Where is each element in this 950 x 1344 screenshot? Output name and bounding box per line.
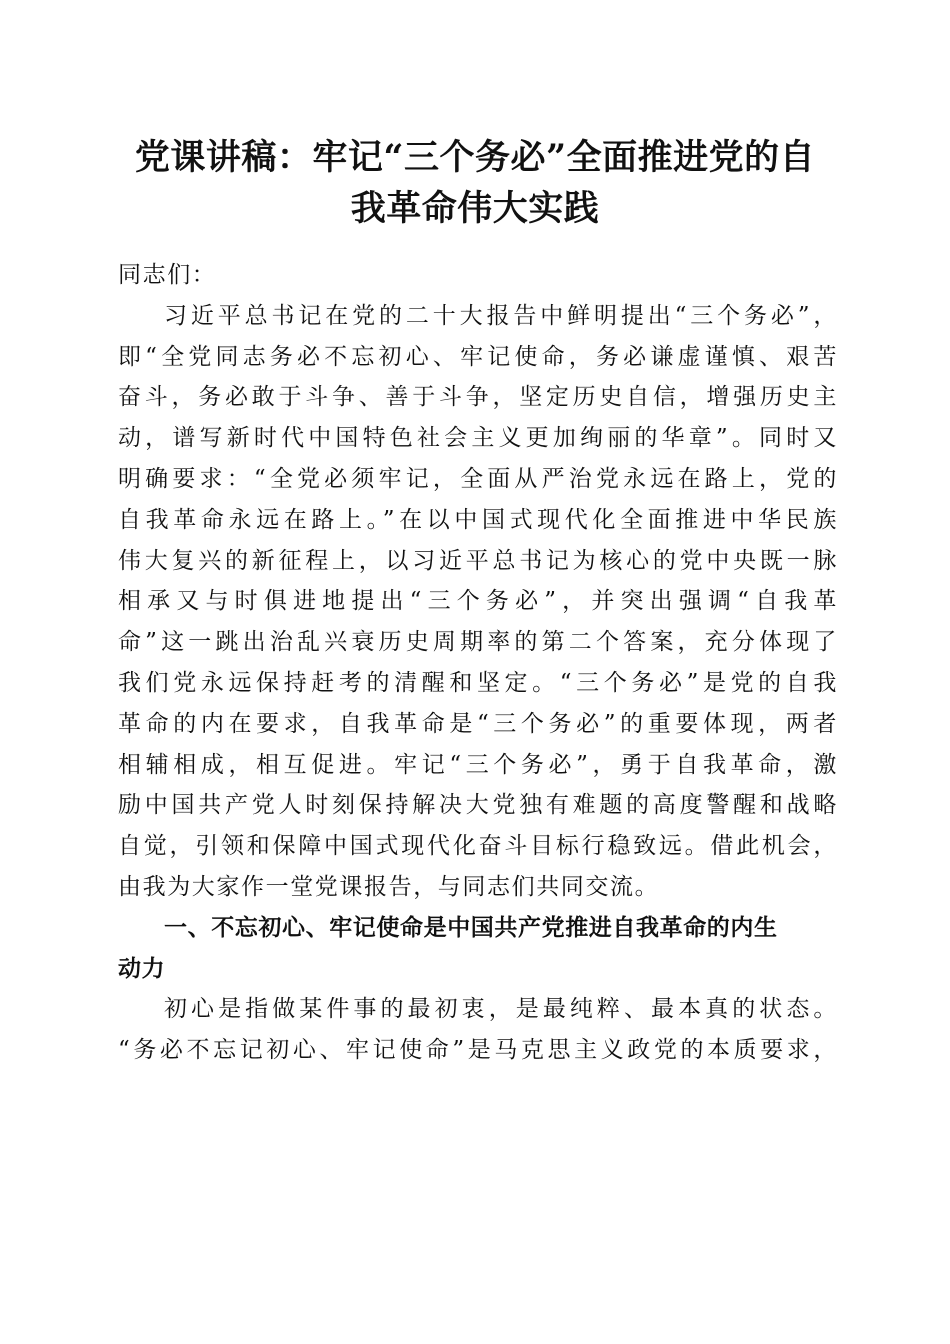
paragraph-intro xyxy=(118,296,838,908)
paragraph-line: 我们党永远保持赶考的清醒和坚定。“三个务必”是党的自我 xyxy=(118,669,838,696)
paragraph-line: 自我革命永远在路上。”在以中国式现代化全面推进中华民族 xyxy=(118,506,838,533)
document-title xyxy=(100,132,850,234)
paragraph-line: 相承又与时俱进地提出“三个务必”，并突出强调“自我革 xyxy=(118,588,838,615)
heading-line: 动力 xyxy=(118,955,166,982)
heading-line: 一、不忘初心、牢记使命是中国共产党推进自我革命的内生 xyxy=(164,914,778,941)
paragraph-section-1 xyxy=(118,989,838,1071)
paragraph-line: 由我为大家作一堂党课报告，与同志们共同交流。 xyxy=(118,873,660,900)
paragraph-line: 命”这一跳出治乱兴衰历史周期率的第二个答案，充分体现了 xyxy=(118,629,838,656)
paragraph-line: 奋斗，务必敢于斗争、善于斗争，坚定历史自信，增强历史主 xyxy=(118,384,838,411)
title-line: 我革命伟大实践 xyxy=(350,188,600,229)
paragraph-line: 革命的内在要求，自我革命是“三个务必”的重要体现，两者 xyxy=(118,710,838,737)
salutation: 同志们： xyxy=(118,262,217,288)
paragraph-line: 即“全党同志务必不忘初心、牢记使命，务必谦虚谨慎、艰苦 xyxy=(118,343,838,370)
paragraph-line: 相辅相成，相互促进。牢记“三个务必”，勇于自我革命，激 xyxy=(118,751,838,778)
paragraph-line: 自觉，引领和保障中国式现代化奋斗目标行稳致远。借此机会， xyxy=(118,833,838,860)
paragraph-line: 初心是指做某件事的最初衷，是最纯粹、最本真的状态。 xyxy=(164,996,838,1023)
paragraph-line: 明确要求：“全党必须牢记，全面从严治党永远在路上，党的 xyxy=(118,465,838,492)
paragraph-line: 伟大复兴的新征程上，以习近平总书记为核心的党中央既一脉 xyxy=(118,547,838,574)
paragraph-line: “务必不忘记初心、牢记使命”是马克思主义政党的本质要求， xyxy=(118,1037,838,1064)
title-line: 党课讲稿：牢记“三个务必”全面推进党的自 xyxy=(134,137,816,178)
document-body xyxy=(118,255,838,1071)
paragraph-line: 励中国共产党人时刻保持解决大党独有难题的高度警醒和战略 xyxy=(118,792,838,819)
paragraph-line: 习近平总书记在党的二十大报告中鲜明提出“三个务必”， xyxy=(164,302,838,329)
paragraph-line: 动，谱写新时代中国特色社会主义更加绚丽的华章”。同时又 xyxy=(118,425,838,452)
section-heading-1 xyxy=(118,908,838,990)
